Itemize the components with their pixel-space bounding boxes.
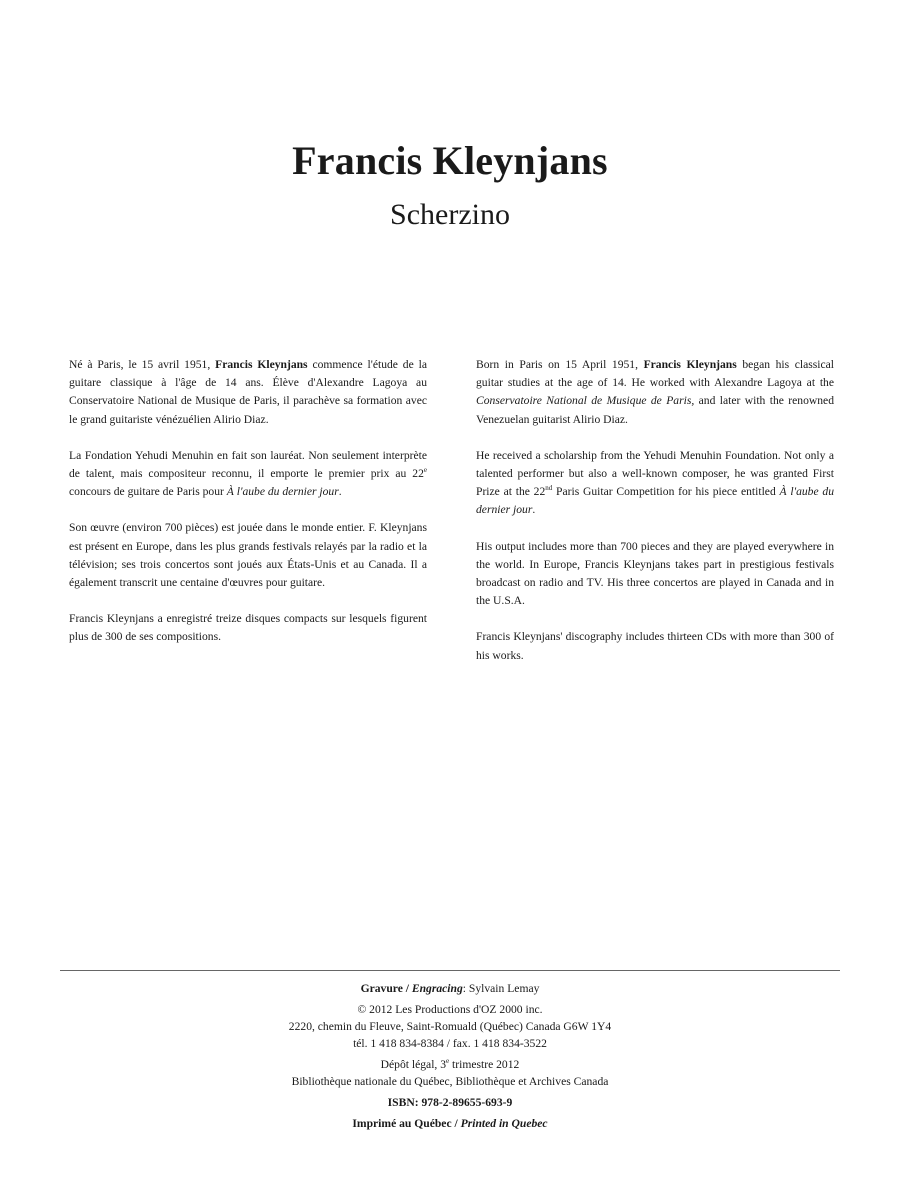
address-line: 2220, chemin du Fleuve, Saint-Romuald (Québec) Canada G6W 1Y4	[288, 1020, 612, 1033]
legal-deposit-block	[0, 1056, 900, 1090]
text: Paris Guitar Competition for his piece entitled	[552, 485, 780, 499]
text: .	[532, 503, 536, 517]
text: Né à Paris, le 15 avril 1951,	[69, 358, 216, 371]
text: Born in Paris on 15 April 1951,	[476, 358, 644, 371]
colophon	[0, 980, 900, 1132]
ordinal-suffix: nd	[545, 484, 553, 493]
text: commence l'étude de la guitare classique à l'âge de 14 ans. Élève d'Alexandre Lagoya au Conservatoire National de Musique de Paris, il parachève sa formation avec le grand guitariste vénézuélien Alirio Diaz.	[69, 358, 427, 426]
composer-name-bold: Francis Kleynjans	[215, 358, 308, 371]
legal-deposit-line	[0, 1056, 900, 1073]
printed-en: Printed in Quebec	[460, 1117, 548, 1130]
french-paragraph-2	[69, 447, 427, 502]
work-title: À l'aube du dernier jour	[476, 485, 834, 517]
printed-in	[0, 1115, 900, 1132]
french-paragraph-1	[69, 356, 427, 429]
composer-name-bold: Francis Kleynjans	[643, 358, 737, 371]
isbn	[0, 1094, 900, 1111]
english-biography	[476, 356, 834, 683]
isbn-text: ISBN: 978-2-89655-693-9	[387, 1096, 513, 1109]
engraver-name: : Sylvain Lemay	[462, 982, 540, 995]
ordinal-suffix: e	[423, 466, 427, 475]
composer-name: Francis Kleynjans	[292, 138, 608, 183]
text: began his classical guitar studies at the age of 14. He worked with Alexandre Lagoya at the	[476, 358, 834, 390]
footer-divider	[60, 970, 840, 971]
text: Dépôt légal, 3	[380, 1058, 447, 1071]
text: He received a scholarship from the Yehudi Menuhin Foundation. Not only a talented performer but also a well-known composer, he was granted First Prize at the 22	[476, 448, 834, 499]
printed-fr: Imprimé au Québec /	[352, 1117, 461, 1130]
english-paragraph-3: His output includes more than 700 pieces and they are played everywhere in the world. In Europe, Francis Kleynjans takes part in prestigious festivals broadcast on radio and TV. His three concertos are played in Canada and in the U.S.A.	[476, 539, 834, 608]
english-paragraph-1	[476, 356, 834, 429]
phone-line: tél. 1 418 834-8384 / fax. 1 418 834-3522	[353, 1037, 547, 1050]
text: concours de guitare de Paris pour	[69, 485, 227, 499]
text: .	[338, 485, 342, 499]
ordinal-suffix: e	[446, 1057, 450, 1066]
engraving-credit	[0, 980, 900, 997]
title-block	[0, 138, 900, 232]
french-paragraph-4: Francis Kleynjans a enregistré treize disques compacts sur lesquels figurent plus de 300 de ses compositions.	[69, 612, 427, 644]
text: La Fondation Yehudi Menuhin en fait son lauréat. Non seulement interprète de talent, mais compositeur reconnu, il emporte le premier prix au 22	[69, 448, 427, 481]
piece-title: Scherzino	[390, 198, 510, 231]
text: and later with the renowned Venezuelan guitarist Alirio Diaz.	[476, 394, 834, 426]
engraving-label-en: Engracing	[411, 982, 463, 995]
work-title: À l'aube du dernier jour	[226, 485, 339, 499]
library-line: Bibliothèque nationale du Québec, Bibliothèque et Archives Canada	[291, 1075, 609, 1088]
english-paragraph-2	[476, 447, 834, 520]
english-paragraph-4: Francis Kleynjans' discography includes thirteen CDs with more than 300 of his works.	[476, 630, 834, 662]
french-biography	[69, 356, 427, 665]
french-paragraph-3: Son œuvre (environ 700 pièces) est jouée dans le monde entier. F. Kleynjans est présent en Europe, dans les plus grands festivals relayés par la radio et la télévision; ses trois concertos sont joués aux États-Unis et au Canada. Il a également transcrit une centaine d'œuvres pour guitare.	[69, 521, 427, 590]
text: trimestre 2012	[449, 1058, 520, 1071]
publisher-block	[0, 1001, 900, 1052]
engraving-label-fr: Gravure /	[360, 982, 412, 995]
copyright-line: © 2012 Les Productions d'OZ 2000 inc.	[357, 1003, 543, 1016]
institution-name: Conservatoire National de Musique de Paris,	[476, 394, 695, 408]
